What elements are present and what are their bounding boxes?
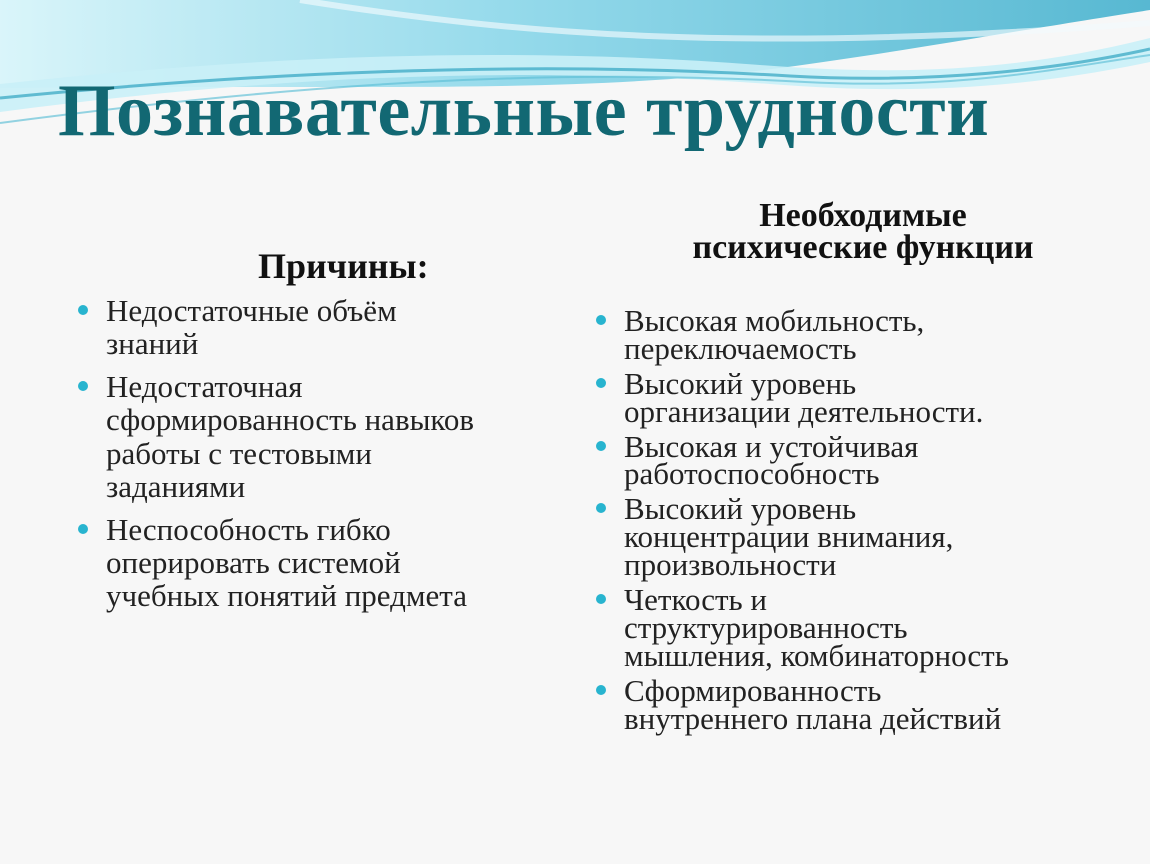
- list-item: [590, 672, 1122, 736]
- list-item-text: Высокий уровень организации деятельности.: [624, 365, 984, 429]
- causes-list: [72, 294, 552, 622]
- list-item-text: Высокая и устойчивая работоспособность: [624, 428, 919, 492]
- list-item: [72, 294, 552, 360]
- list-item: [590, 491, 1122, 583]
- list-item-text: Сформированность внутреннего плана действий: [624, 672, 1002, 736]
- bullet-dot-icon: [596, 685, 606, 695]
- list-item: [72, 370, 552, 503]
- bullet-dot-icon: [596, 441, 606, 451]
- list-item-text: Недостаточные объём знаний: [106, 293, 397, 362]
- bullet-dot-icon: [78, 305, 88, 315]
- list-item-text: Высокий уровень концентрации внимания, произвольности: [624, 491, 954, 583]
- list-item-text: Четкость и структурированность мышления, комбинаторность: [624, 582, 1009, 673]
- list-item-text: Неспособность гибко оперировать системой учебных понятий предмета: [106, 511, 467, 614]
- causes-heading: Причины:: [258, 246, 429, 286]
- bullet-dot-icon: [596, 378, 606, 388]
- list-item: [590, 428, 1122, 492]
- mental-functions-list: [590, 303, 1122, 739]
- slide-title: Познавательные трудности: [58, 70, 990, 152]
- bullet-dot-icon: [78, 381, 88, 391]
- bullet-dot-icon: [78, 524, 88, 534]
- list-item-text: Недостаточная сформированность навыков работы с тестовыми заданиями: [106, 369, 475, 504]
- bullet-dot-icon: [596, 594, 606, 604]
- list-item: [590, 582, 1122, 673]
- bullet-dot-icon: [596, 503, 606, 513]
- list-item: [590, 303, 1122, 366]
- list-item: [72, 513, 552, 612]
- mental-functions-heading: Необходимые психические функции: [692, 197, 1034, 266]
- list-item: [590, 365, 1122, 429]
- list-item-text: Высокая мобильность, переключаемость: [624, 303, 925, 366]
- bullet-dot-icon: [596, 315, 606, 325]
